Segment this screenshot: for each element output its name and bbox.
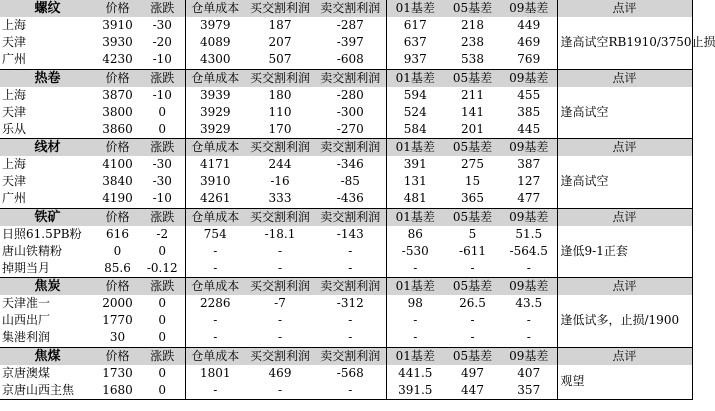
table-cell: - — [470, 313, 475, 328]
table-cell: -346 — [315, 156, 386, 173]
column-header: 仓单成本 — [185, 208, 245, 226]
table-cell: -397 — [315, 34, 386, 51]
table-cell: 131 — [403, 174, 427, 189]
column-header: 仓单成本 — [185, 139, 245, 157]
table-cell: -436 — [315, 190, 386, 208]
column-header: 买交割利润 — [245, 69, 315, 87]
column-header: 09基差 — [501, 278, 557, 296]
column-header: 点评 — [557, 278, 692, 296]
table-cell: - — [245, 329, 315, 347]
table-cell: 449 — [501, 17, 557, 34]
table-cell: 1801 — [199, 365, 231, 380]
column-header: 价格 — [95, 278, 140, 296]
table-cell: 3979 — [199, 18, 231, 33]
table-cell: 769 — [501, 51, 557, 69]
row-label: 天津 — [2, 35, 27, 50]
table-cell: 391.5 — [386, 382, 444, 400]
table-cell: 333 — [245, 190, 315, 208]
table-cell: 187 — [268, 18, 292, 33]
table-cell: 4100 — [102, 157, 133, 172]
table-cell: - — [213, 243, 218, 258]
table-cell: 0 — [140, 295, 185, 312]
table-cell: -530 — [401, 243, 429, 258]
table-cell: - — [315, 382, 386, 400]
table-cell: 4230 — [95, 51, 140, 69]
table-cell: -287 — [315, 17, 386, 34]
table-cell: 754 — [203, 226, 227, 241]
table-cell: 407 — [501, 365, 557, 382]
column-header: 价格 — [95, 69, 140, 87]
comment-cell: 逢低9-1正套 — [557, 226, 692, 278]
comment-cell: 观望 — [557, 365, 692, 400]
table-cell: - — [315, 312, 386, 329]
column-header: 09基差 — [501, 208, 557, 226]
table-cell: 86 — [407, 226, 423, 241]
row-label: 天津准一 — [2, 296, 51, 311]
table-cell: 0 — [140, 104, 185, 121]
table-cell: - — [501, 260, 557, 278]
table-cell: 441.5 — [398, 365, 433, 380]
column-header: 05基差 — [444, 139, 501, 157]
table-cell: - — [386, 329, 444, 347]
row-label: 京唐澳煤 — [2, 365, 51, 380]
table-cell: 584 — [386, 121, 444, 139]
column-header: 01基差 — [386, 278, 444, 296]
section-title: 铁矿 — [0, 208, 95, 226]
row-label: 天津 — [2, 174, 27, 189]
column-header: 价格 — [95, 0, 140, 17]
table-cell: 387 — [501, 156, 557, 173]
table-cell: 141 — [461, 104, 484, 119]
section-title: 热卷 — [0, 69, 95, 87]
column-header: 卖交割利润 — [315, 347, 386, 365]
column-header: 01基差 — [386, 0, 444, 17]
table-cell: 0 — [140, 121, 185, 139]
table-cell: -10 — [140, 51, 185, 69]
row-label: 上海 — [2, 157, 27, 172]
column-header: 09基差 — [501, 0, 557, 17]
column-header: 价格 — [95, 347, 140, 365]
table-row — [0, 156, 692, 173]
table-cell: -608 — [315, 51, 386, 69]
column-header: 09基差 — [501, 347, 557, 365]
table-cell: 2000 — [102, 296, 133, 311]
table-cell: - — [245, 382, 315, 400]
row-label: 集港利润 — [0, 329, 95, 347]
table-cell: - — [501, 329, 557, 347]
section-title: 焦煤 — [0, 347, 95, 365]
column-header: 仓单成本 — [185, 69, 245, 87]
table-cell: 110 — [268, 104, 292, 119]
row-label: 上海 — [2, 87, 27, 102]
table-cell: 637 — [403, 35, 427, 50]
column-header: 01基差 — [386, 208, 444, 226]
table-cell: 469 — [501, 34, 557, 51]
column-header: 05基差 — [444, 347, 501, 365]
table-cell: 0 — [140, 382, 185, 400]
table-cell: - — [501, 312, 557, 329]
table-cell: -300 — [315, 104, 386, 121]
table-cell: - — [386, 260, 444, 278]
row-label: 日照61.5PB粉 — [2, 226, 82, 241]
table-cell: 365 — [444, 190, 501, 208]
table-cell: -280 — [315, 87, 386, 104]
table-cell: 2286 — [199, 296, 231, 311]
table-cell: 3939 — [199, 87, 231, 102]
table-cell: 51.5 — [501, 226, 557, 243]
table-cell: -0.12 — [140, 260, 185, 278]
column-header: 涨跌 — [140, 347, 185, 365]
row-label: 天津 — [2, 104, 27, 119]
section-title: 焦炭 — [0, 278, 95, 296]
table-cell: 0 — [140, 365, 185, 382]
table-cell: 3910 — [199, 174, 231, 189]
table-cell: 481 — [386, 190, 444, 208]
table-cell: 15 — [464, 174, 481, 189]
table-cell: -270 — [315, 121, 386, 139]
section-header-row — [0, 278, 692, 296]
table-cell: - — [185, 260, 245, 278]
table-cell: 0 — [140, 243, 185, 260]
table-cell: -18.1 — [264, 226, 296, 241]
table-cell: 3910 — [102, 18, 133, 33]
table-cell: 469 — [268, 365, 292, 380]
column-header: 涨跌 — [140, 139, 185, 157]
table-cell: 30 — [95, 329, 140, 347]
table-cell: -85 — [315, 173, 386, 190]
column-header: 卖交割利润 — [315, 208, 386, 226]
table-cell: 5 — [468, 226, 477, 241]
table-cell: -20 — [140, 34, 185, 51]
table-cell: -564.5 — [501, 243, 557, 260]
column-header: 点评 — [557, 347, 692, 365]
table-cell: 170 — [245, 121, 315, 139]
row-label: 广州 — [0, 190, 95, 208]
column-header: 05基差 — [444, 69, 501, 87]
table-cell: -16 — [270, 174, 290, 189]
table-cell: 3870 — [102, 87, 133, 102]
comment-cell: 逢高试空RB1910/3750止损 — [557, 17, 692, 69]
table-cell: 3929 — [199, 104, 231, 119]
table-cell: 4089 — [199, 35, 231, 50]
section-header-row — [0, 139, 692, 157]
section-header-row — [0, 208, 692, 226]
table-cell: - — [185, 382, 245, 400]
column-header: 卖交割利润 — [315, 139, 386, 157]
table-cell: 616 — [106, 226, 129, 241]
table-cell: - — [413, 313, 418, 328]
row-label: 掉期当月 — [0, 260, 95, 278]
table-cell: 594 — [403, 87, 427, 102]
table-cell: 3860 — [95, 121, 140, 139]
table-cell: 447 — [444, 382, 501, 400]
table-cell: -611 — [459, 243, 486, 258]
table-cell: 1730 — [102, 365, 133, 380]
table-cell: - — [185, 329, 245, 347]
column-header: 01基差 — [386, 139, 444, 157]
table-cell: 357 — [501, 382, 557, 400]
table-row — [0, 365, 692, 382]
table-cell: 218 — [461, 18, 484, 33]
table-cell: - — [444, 260, 501, 278]
table-cell: -10 — [140, 87, 185, 104]
row-label: 京唐山西主焦 — [0, 382, 95, 400]
table-cell: 538 — [444, 51, 501, 69]
section-header-row — [0, 69, 692, 87]
column-header: 涨跌 — [140, 69, 185, 87]
section-header-row — [0, 347, 692, 365]
table-cell: 477 — [501, 190, 557, 208]
column-header: 点评 — [557, 69, 692, 87]
column-header: 涨跌 — [140, 208, 185, 226]
table-cell: -143 — [315, 226, 386, 243]
column-header: 仓单成本 — [185, 347, 245, 365]
table-cell: 207 — [268, 35, 292, 50]
row-label: 山西出厂 — [2, 313, 51, 328]
table-cell: 98 — [407, 296, 423, 311]
table-row — [0, 226, 692, 243]
table-row — [0, 295, 692, 312]
section-title: 线材 — [0, 139, 95, 157]
table-cell: 244 — [268, 157, 292, 172]
table-cell: 3929 — [185, 121, 245, 139]
table-cell: - — [213, 313, 218, 328]
column-header: 仓单成本 — [185, 278, 245, 296]
column-header: 买交割利润 — [245, 139, 315, 157]
column-header: 05基差 — [444, 208, 501, 226]
table-cell: 85.6 — [95, 260, 140, 278]
comment-cell: 逢高试空 — [557, 87, 692, 139]
table-cell: 445 — [501, 121, 557, 139]
column-header: 09基差 — [501, 139, 557, 157]
column-header: 卖交割利润 — [315, 69, 386, 87]
table-cell: 507 — [245, 51, 315, 69]
table-cell: - — [315, 329, 386, 347]
column-header: 点评 — [557, 0, 692, 17]
table-cell: - — [315, 243, 386, 260]
table-cell: 238 — [461, 35, 484, 50]
table-cell: 391 — [403, 157, 427, 172]
table-cell: 201 — [444, 121, 501, 139]
table-cell: -7 — [274, 296, 286, 311]
table-cell: -312 — [315, 295, 386, 312]
table-cell: 180 — [268, 87, 292, 102]
table-row — [0, 87, 692, 104]
column-header: 买交割利润 — [245, 208, 315, 226]
table-cell: -10 — [140, 190, 185, 208]
column-header: 卖交割利润 — [315, 0, 386, 17]
table-cell: 617 — [403, 18, 427, 33]
table-cell: 4190 — [95, 190, 140, 208]
column-header: 买交割利润 — [245, 0, 315, 17]
column-header: 仓单成本 — [185, 0, 245, 17]
section-title: 螺纹 — [0, 0, 95, 17]
section-header-row — [0, 0, 692, 17]
column-header: 09基差 — [501, 69, 557, 87]
column-header: 卖交割利润 — [315, 278, 386, 296]
column-header: 买交割利润 — [245, 278, 315, 296]
column-header: 01基差 — [386, 69, 444, 87]
table-cell: -568 — [315, 365, 386, 382]
table-cell: 127 — [501, 173, 557, 190]
column-header: 价格 — [95, 208, 140, 226]
column-header: 涨跌 — [140, 278, 185, 296]
row-label: 唐山铁精粉 — [2, 243, 63, 258]
row-label: 上海 — [2, 18, 27, 33]
table-cell: 385 — [501, 104, 557, 121]
table-cell: 1770 — [102, 313, 133, 328]
table-cell: 0 — [113, 243, 122, 258]
table-cell: 3840 — [102, 174, 133, 189]
table-cell: -2 — [140, 226, 185, 243]
table-cell: 4171 — [199, 157, 231, 172]
table-cell: 43.5 — [501, 295, 557, 312]
table-cell: - — [277, 313, 283, 328]
table-cell: 1680 — [95, 382, 140, 400]
table-row — [0, 17, 692, 34]
comment-cell: 逢低试多，止损/1900 — [557, 295, 692, 347]
column-header: 05基差 — [444, 278, 501, 296]
table-cell: -30 — [140, 173, 185, 190]
table-cell: 455 — [501, 87, 557, 104]
table-cell: 3930 — [102, 35, 133, 50]
table-cell: 524 — [403, 104, 427, 119]
table-cell: 26.5 — [459, 296, 486, 311]
column-header: 点评 — [557, 139, 692, 157]
column-header: 涨跌 — [140, 0, 185, 17]
table-cell: - — [444, 329, 501, 347]
column-header: 01基差 — [386, 347, 444, 365]
table-cell: 211 — [461, 87, 484, 102]
column-header: 价格 — [95, 139, 140, 157]
row-label: 乐从 — [0, 121, 95, 139]
column-header: 买交割利润 — [245, 347, 315, 365]
table-cell: - — [245, 260, 315, 278]
table-cell: 275 — [461, 157, 484, 172]
table-cell: - — [315, 260, 386, 278]
table-cell: 937 — [386, 51, 444, 69]
table-cell: 4261 — [185, 190, 245, 208]
column-header: 点评 — [557, 208, 692, 226]
row-label: 广州 — [0, 51, 95, 69]
table-cell: 0 — [140, 312, 185, 329]
table-cell: - — [277, 243, 283, 258]
table-cell: -30 — [140, 156, 185, 173]
column-header: 05基差 — [444, 0, 501, 17]
table-cell: 4300 — [185, 51, 245, 69]
comment-cell: 逢高试空 — [557, 156, 692, 208]
table-cell: 497 — [461, 365, 484, 380]
table-cell: 0 — [140, 329, 185, 347]
table-cell: -30 — [140, 17, 185, 34]
table-cell: 3800 — [102, 104, 133, 119]
